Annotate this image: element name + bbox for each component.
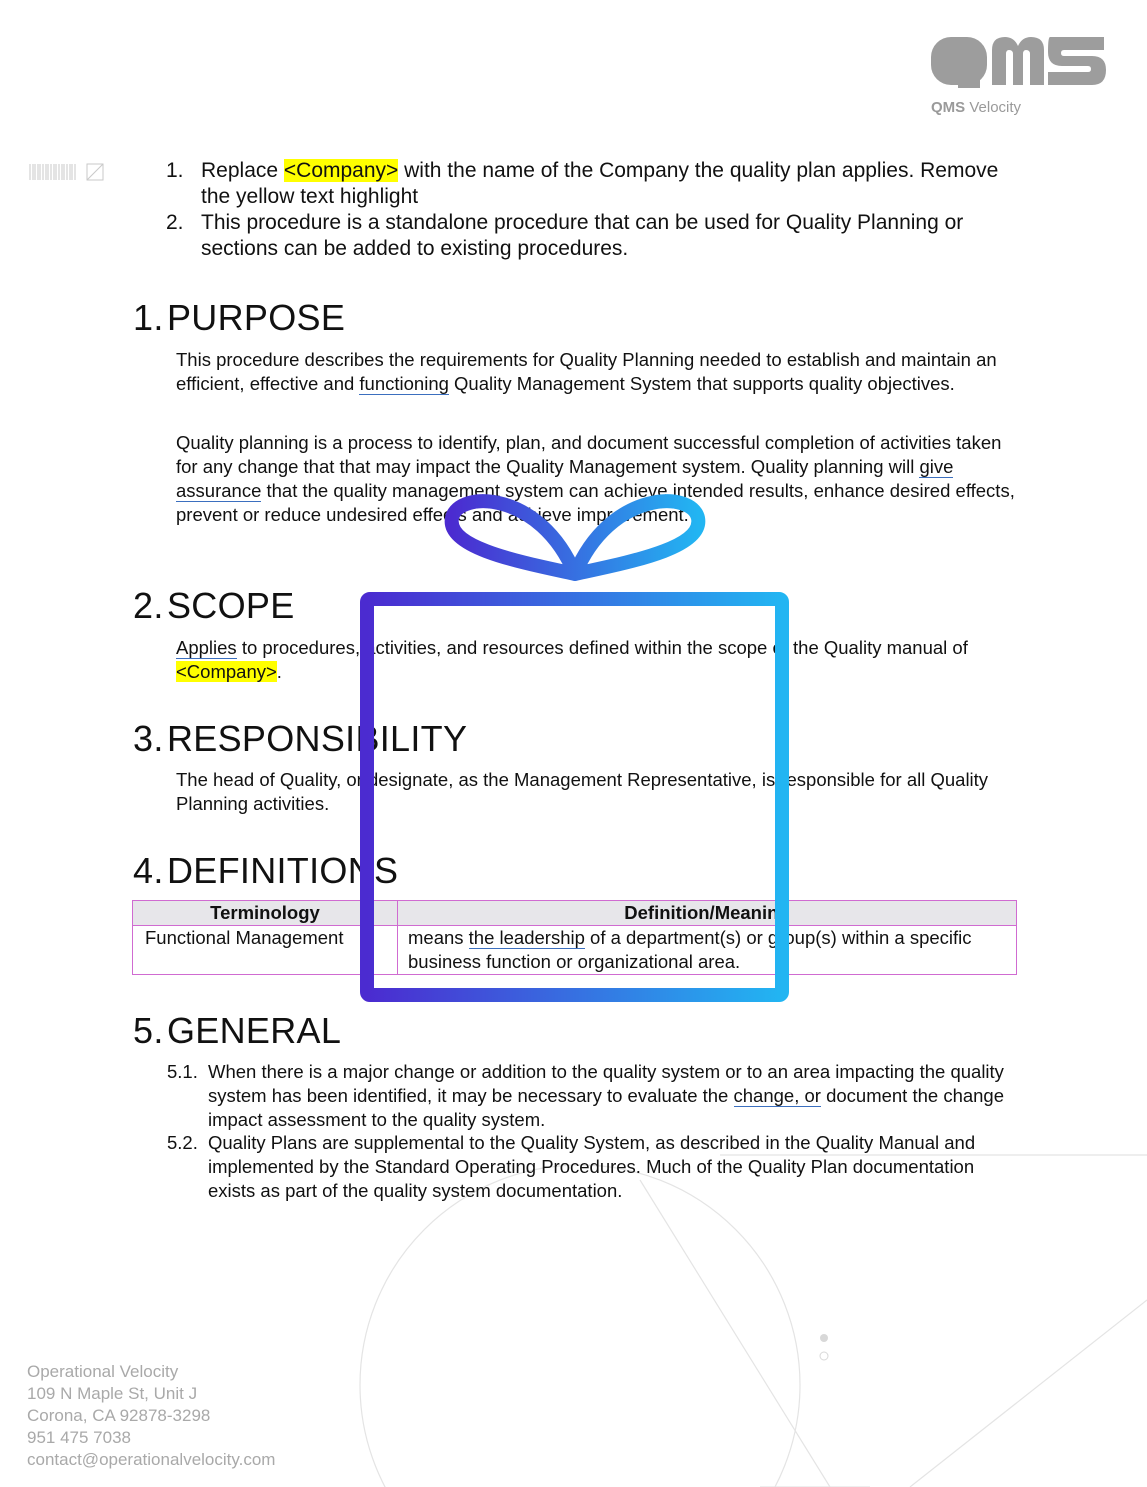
- general-item: 5.2. Quality Plans are supplemental to the Quality System, as described in the Quality Manual and implemented by the Standard Operating Procedures. Much of the Quality Plan documentation exists as part of the quality system documentation.: [167, 1132, 976, 1201]
- responsibility-paragraph: The head of Quality, or designate, as the Management Representative, is responsible for all Quality Planning activities.: [176, 769, 989, 814]
- column-header-definition: Definition/Meaning: [398, 901, 1017, 926]
- instruction-item: 1. Replace <Company> with the name of the Company the quality plan applies. Remove the yellow text highlight: [166, 159, 999, 208]
- heading-scope: 2.SCOPE: [133, 585, 295, 626]
- footer-phone: 951 475 7038: [27, 1428, 131, 1447]
- proofing-mark: Applies: [176, 637, 237, 658]
- heading-general: 5.GENERAL: [133, 1010, 342, 1051]
- purpose-paragraph-2: Quality planning is a process to identify, plan, and document successful completion of activities taken for any change that that may impact the Quality Management system. Quality planning will give assurance that the quality management system can achieve intended results, enhance desired effects, prevent or reduce undesired effects and achieve improvement.: [176, 432, 1015, 525]
- footer-address: [27, 1361, 275, 1471]
- qms-logo: [928, 34, 1110, 124]
- logo-wordmark: QMS Velocity: [931, 99, 1022, 116]
- table-header-row: [133, 901, 1017, 926]
- heading-definitions: 4.DEFINITIONS: [133, 850, 399, 891]
- purpose-paragraph-1: This procedure describes the requirements for Quality Planning needed to establish and maintain an efficient, effective and functioning Quality Management System that supports quality objectives.: [176, 349, 997, 394]
- heading-responsibility: 3.RESPONSIBILITY: [133, 718, 468, 759]
- definitions-table: [132, 900, 1017, 975]
- company-placeholder: <Company>: [176, 661, 277, 682]
- scope-paragraph: Applies to procedures, activities, and resources defined within the scope of the Quality manual of <Company>.: [176, 637, 968, 682]
- footer-company: Operational Velocity: [27, 1362, 179, 1381]
- barcode-stamp-icon: [28, 162, 108, 184]
- footer-street: 109 N Maple St, Unit J: [27, 1384, 198, 1403]
- term-cell: Functional Management: [133, 926, 398, 975]
- company-placeholder: <Company>: [283, 159, 399, 182]
- heading-purpose: 1.PURPOSE: [133, 297, 346, 338]
- general-item: 5.1. When there is a major change or addition to the quality system or to an area impacting the quality system has been identified, it may be necessary to evaluate the change, or document the change impact assessment to the quality system.: [167, 1061, 1005, 1130]
- footer-email: contact@operationalvelocity.com: [27, 1450, 276, 1469]
- proofing-mark: change, or: [733, 1085, 821, 1106]
- table-row: [133, 926, 1017, 975]
- instruction-item: 2. This procedure is a standalone procedure that can be used for Quality Planning or sections can be added to existing procedures.: [166, 211, 964, 260]
- column-header-terminology: Terminology: [133, 901, 398, 926]
- definition-cell: means the leadership of a department(s) or group(s) within a specific business function or organizational area.: [398, 926, 1017, 975]
- proofing-mark: functioning: [359, 373, 449, 394]
- proofing-mark: the leadership: [468, 927, 585, 948]
- footer-city: Corona, CA 92878-3298: [27, 1406, 211, 1425]
- proofing-mark: give assurance: [176, 456, 954, 501]
